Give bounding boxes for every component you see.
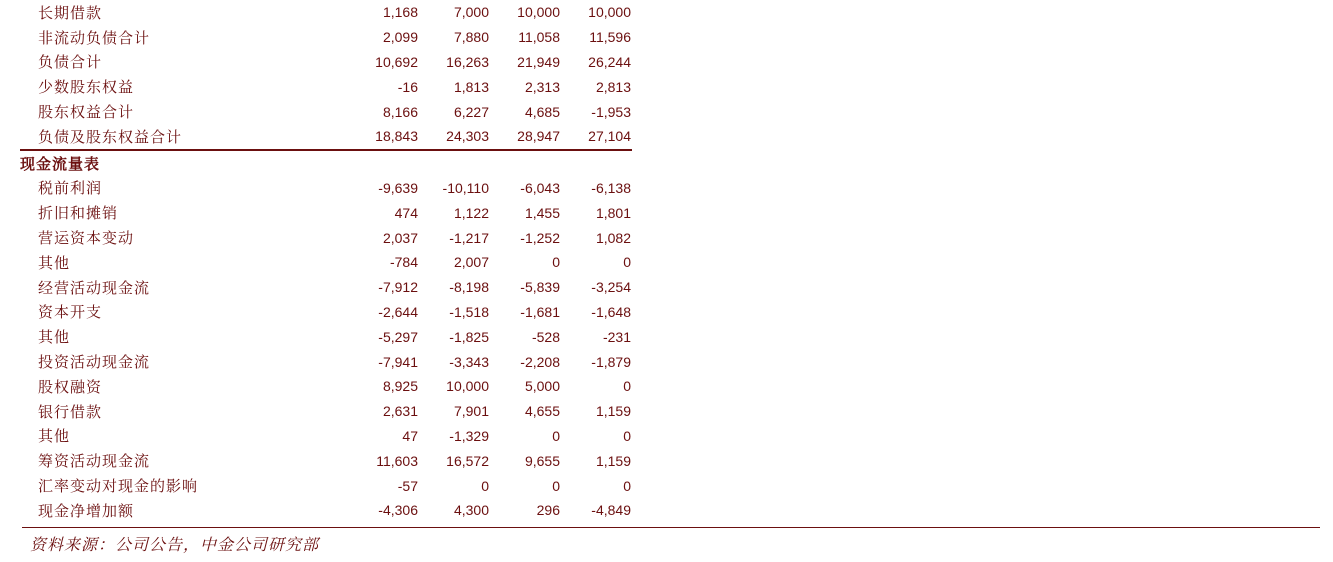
row-label: 税前利润 (38, 179, 103, 198)
row-label: 折旧和摊销 (38, 204, 119, 223)
row-label: 经营活动现金流 (38, 278, 151, 297)
row-value: -784 (389, 254, 418, 271)
row-value: 10,000 (517, 4, 560, 21)
row-value: -231 (602, 328, 631, 345)
row-value: -4,306 (378, 502, 418, 519)
row-value: 7,901 (453, 403, 489, 420)
row-value: 18,843 (375, 128, 418, 145)
row-value: 7,880 (453, 29, 489, 46)
row-value: 0 (552, 477, 560, 494)
row-label: 其他 (38, 253, 71, 272)
row-value: -1,217 (449, 229, 489, 246)
row-value: -5,839 (520, 279, 560, 296)
table-row (20, 176, 632, 201)
table-row (20, 50, 632, 75)
row-value: 0 (623, 378, 631, 395)
table-row (20, 250, 632, 275)
row-label: 长期借款 (38, 3, 103, 22)
table-row (20, 0, 632, 25)
table-row (20, 300, 632, 325)
row-value: 7,000 (453, 4, 489, 21)
row-value: 2,813 (595, 78, 631, 95)
source-note: 资料来源：公司公告，中金公司研究部 (30, 535, 320, 554)
row-value: 8,166 (382, 103, 418, 120)
row-value: -1,879 (591, 353, 631, 370)
row-value: -2,644 (378, 303, 418, 320)
row-label: 负债及股东权益合计 (38, 127, 183, 146)
table-row (20, 349, 632, 374)
row-value: 10,000 (446, 378, 489, 395)
row-value: 1,168 (382, 4, 418, 21)
row-value: -2,208 (520, 353, 560, 370)
row-value: 2,631 (382, 403, 418, 420)
row-value: 2,037 (382, 229, 418, 246)
row-value: -1,681 (520, 303, 560, 320)
row-value: 1,813 (453, 78, 489, 95)
row-value: 26,244 (588, 53, 631, 70)
row-value: 296 (536, 502, 560, 519)
table-row (20, 275, 632, 300)
table-row (20, 200, 632, 225)
row-value: 21,949 (517, 53, 560, 70)
row-value: -528 (531, 328, 560, 345)
section-heading: 现金流量表 (20, 154, 101, 173)
table-row (20, 74, 632, 99)
row-label: 负债合计 (38, 53, 103, 72)
row-value: 9,655 (524, 452, 560, 469)
row-value: -7,941 (378, 353, 418, 370)
row-value: 16,572 (446, 452, 489, 469)
row-label: 筹资活动现金流 (38, 452, 151, 471)
table-row (20, 448, 632, 473)
row-value: -9,639 (378, 179, 418, 196)
row-value: 11,058 (518, 29, 560, 46)
row-value: 6,227 (453, 103, 489, 120)
row-value: 47 (402, 427, 418, 444)
row-label: 银行借款 (38, 402, 103, 421)
row-value: 1,455 (524, 204, 560, 221)
row-label: 非流动负债合计 (38, 28, 151, 47)
row-value: 24,303 (446, 128, 489, 145)
row-value: 474 (394, 204, 418, 221)
row-value: -5,297 (378, 328, 418, 345)
row-value: -1,648 (591, 303, 631, 320)
row-value: -4,849 (591, 502, 631, 519)
row-value: -57 (397, 477, 418, 494)
row-value: 0 (552, 427, 560, 444)
row-value: 10,000 (588, 4, 631, 21)
row-label: 汇率变动对现金的影响 (38, 477, 199, 496)
table-row (20, 25, 632, 50)
row-label: 其他 (38, 427, 71, 446)
row-value: 4,655 (524, 403, 560, 420)
row-value: 28,947 (517, 128, 560, 145)
table-row (20, 424, 632, 449)
row-value: 2,007 (453, 254, 489, 271)
row-value: 27,104 (588, 128, 631, 145)
row-value: -1,953 (591, 103, 631, 120)
row-value: 2,099 (382, 29, 418, 46)
row-value: -6,043 (520, 179, 560, 196)
row-label: 少数股东权益 (38, 78, 135, 97)
table-row (20, 324, 632, 349)
row-label: 现金净增加额 (38, 501, 135, 520)
row-value: 11,596 (589, 29, 631, 46)
row-value: 0 (623, 477, 631, 494)
row-value: 0 (623, 427, 631, 444)
row-value: -10,110 (442, 179, 489, 196)
row-label: 投资活动现金流 (38, 353, 151, 372)
row-value: 2,313 (524, 78, 560, 95)
row-value: -8,198 (449, 279, 489, 296)
row-value: 4,300 (453, 502, 489, 519)
row-label: 股东权益合计 (38, 103, 135, 122)
row-value: 5,000 (524, 378, 560, 395)
row-value: 11,603 (376, 452, 418, 469)
row-value: -1,825 (449, 328, 489, 345)
row-label: 其他 (38, 328, 71, 347)
row-value: -3,254 (591, 279, 631, 296)
table-row (20, 225, 632, 250)
row-value: 1,122 (453, 204, 489, 221)
row-label: 资本开支 (38, 303, 103, 322)
row-value: 16,263 (446, 53, 489, 70)
row-value: -1,518 (449, 303, 489, 320)
table-row (20, 99, 632, 124)
row-value: -3,343 (449, 353, 489, 370)
row-value: 1,082 (595, 229, 631, 246)
row-value: 0 (552, 254, 560, 271)
row-value: 4,685 (524, 103, 560, 120)
row-value: -6,138 (591, 179, 631, 196)
row-label: 股权融资 (38, 377, 103, 396)
row-value: 0 (481, 477, 489, 494)
table-row (20, 498, 632, 523)
row-value: 0 (623, 254, 631, 271)
row-value: -1,329 (449, 427, 489, 444)
row-value: 1,801 (595, 204, 631, 221)
footer-divider (22, 527, 1320, 528)
table-row (20, 473, 632, 498)
table-row-total (20, 124, 632, 151)
row-value: 10,692 (375, 53, 418, 70)
row-value: 1,159 (595, 452, 631, 469)
row-label: 营运资本变动 (38, 229, 135, 248)
row-value: -1,252 (520, 229, 560, 246)
row-value: -16 (397, 78, 418, 95)
section-heading-row (20, 151, 632, 176)
table-row (20, 374, 632, 399)
row-value: 1,159 (595, 403, 631, 420)
financial-table (20, 0, 632, 523)
row-value: -7,912 (378, 279, 418, 296)
table-row (20, 399, 632, 424)
row-value: 8,925 (382, 378, 418, 395)
